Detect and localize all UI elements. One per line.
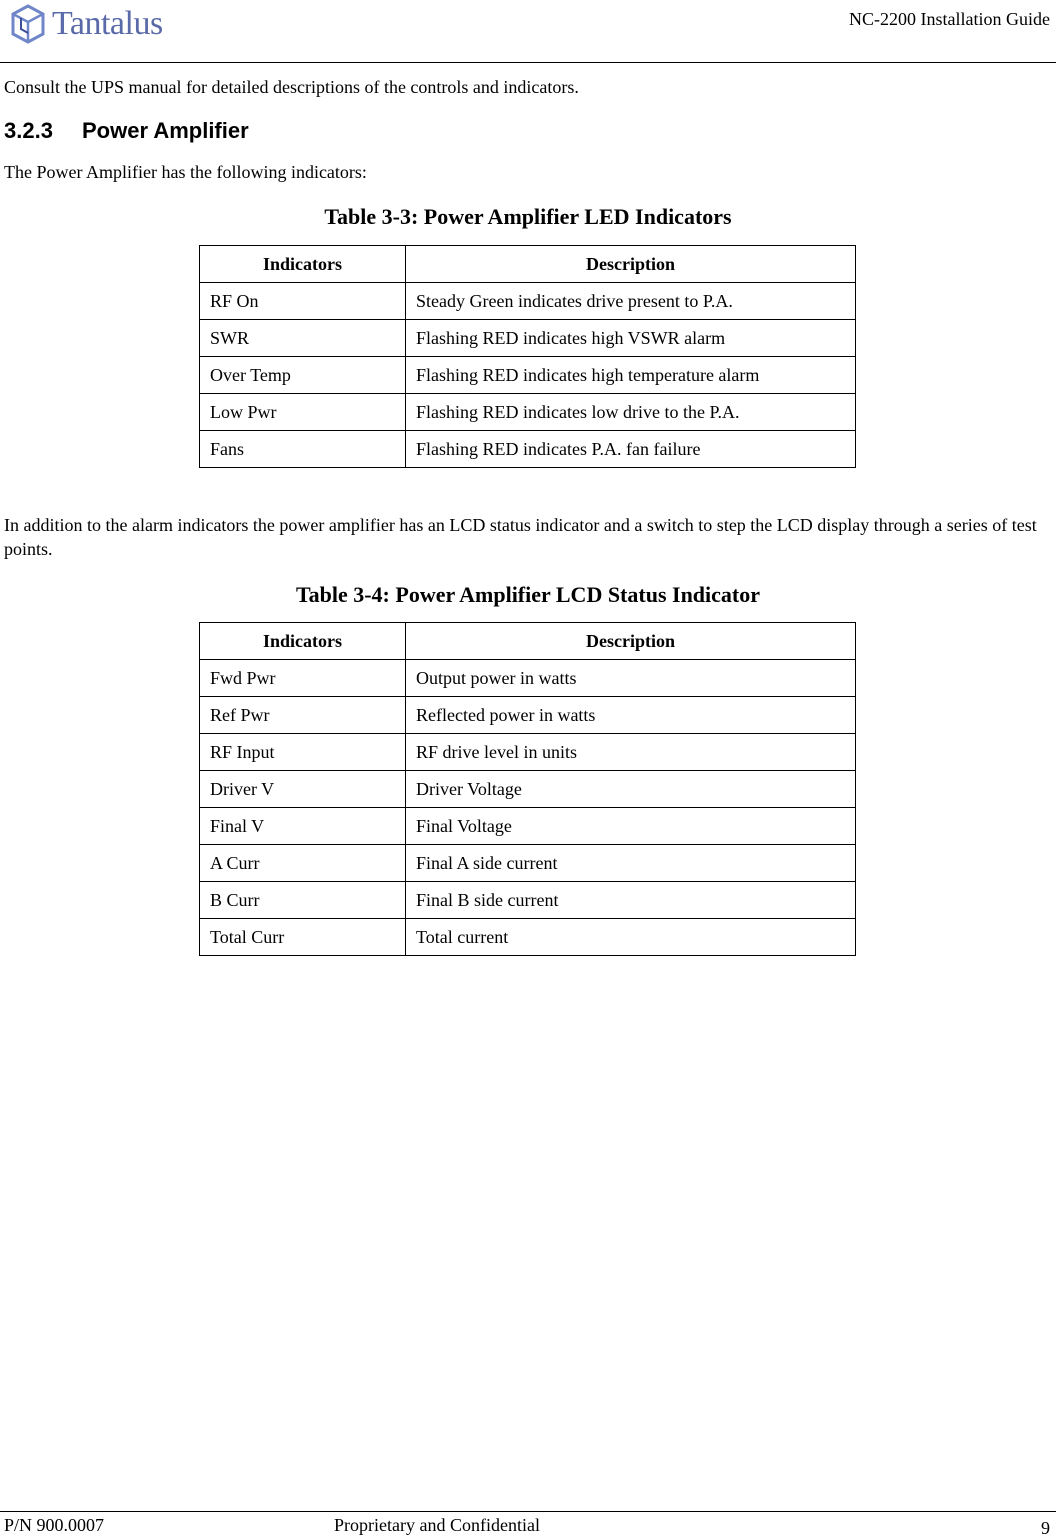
part-number: P/N 900.0007 (4, 1515, 105, 1535)
description-cell: Final B side current (406, 882, 856, 919)
indicator-cell: SWR (200, 320, 406, 357)
tantalus-cube-icon (8, 3, 48, 45)
section-number: 3.2.3 (4, 118, 53, 143)
table-row (200, 845, 856, 882)
confidentiality-notice: Proprietary and Confidential (334, 1515, 540, 1535)
page-header (0, 0, 1056, 63)
table-row (200, 283, 856, 320)
table-row (200, 808, 856, 845)
table-3-3-caption: Table 3-3: Power Amplifier LED Indicators (324, 204, 732, 229)
description-cell: Flashing RED indicates high VSWR alarm (406, 320, 856, 357)
indicator-cell: A Curr (200, 845, 406, 882)
header-description: Description (406, 246, 856, 283)
table-row (200, 357, 856, 394)
page-footer (0, 1511, 1056, 1538)
table-row (200, 882, 856, 919)
indicator-cell: RF On (200, 283, 406, 320)
description-cell: Flashing RED indicates low drive to the P.A. (406, 394, 856, 431)
indicator-cell: Total Curr (200, 919, 406, 956)
indicator-cell: Fwd Pwr (200, 660, 406, 697)
table-row (200, 394, 856, 431)
tantalus-logo (8, 2, 163, 46)
section-lead-paragraph: The Power Amplifier has the following indicators: (4, 162, 367, 182)
header-description: Description (406, 623, 856, 660)
logo-text: Tantalus (52, 5, 163, 42)
table-row (200, 431, 856, 468)
table-row (200, 320, 856, 357)
indicator-cell: Ref Pwr (200, 697, 406, 734)
indicator-cell: Driver V (200, 771, 406, 808)
header-indicators: Indicators (200, 246, 406, 283)
description-cell: Total current (406, 919, 856, 956)
indicator-cell: Fans (200, 431, 406, 468)
table-row (200, 771, 856, 808)
lcd-intro-paragraph: In addition to the alarm indicators the power amplifier has an LCD status indicator and a switch to step the LCD display through a series of test points. (4, 515, 1037, 559)
indicator-cell: RF Input (200, 734, 406, 771)
header-indicators: Indicators (200, 623, 406, 660)
description-cell: Flashing RED indicates high temperature alarm (406, 357, 856, 394)
description-cell: Final A side current (406, 845, 856, 882)
table-header-row (200, 246, 856, 283)
table-row (200, 734, 856, 771)
description-cell: Reflected power in watts (406, 697, 856, 734)
lcd-status-table (199, 622, 856, 956)
led-indicators-table (199, 245, 856, 468)
section-heading (4, 118, 249, 144)
table-3-4-caption: Table 3-4: Power Amplifier LCD Status Indicator (295, 582, 761, 607)
section-title: Power Amplifier (82, 118, 249, 143)
page-number: 9 (1041, 1518, 1050, 1538)
table-header-row (200, 623, 856, 660)
indicator-cell: B Curr (200, 882, 406, 919)
description-cell: Flashing RED indicates P.A. fan failure (406, 431, 856, 468)
table-row (200, 697, 856, 734)
description-cell: Driver Voltage (406, 771, 856, 808)
table-row (200, 660, 856, 697)
description-cell: Output power in watts (406, 660, 856, 697)
document-title: NC-2200 Installation Guide (849, 9, 1050, 29)
description-cell: Final Voltage (406, 808, 856, 845)
table-row (200, 919, 856, 956)
indicator-cell: Low Pwr (200, 394, 406, 431)
indicator-cell: Final V (200, 808, 406, 845)
description-cell: Steady Green indicates drive present to P.A. (406, 283, 856, 320)
indicator-cell: Over Temp (200, 357, 406, 394)
description-cell: RF drive level in units (406, 734, 856, 771)
intro-paragraph: Consult the UPS manual for detailed descriptions of the controls and indicators. (4, 77, 579, 97)
